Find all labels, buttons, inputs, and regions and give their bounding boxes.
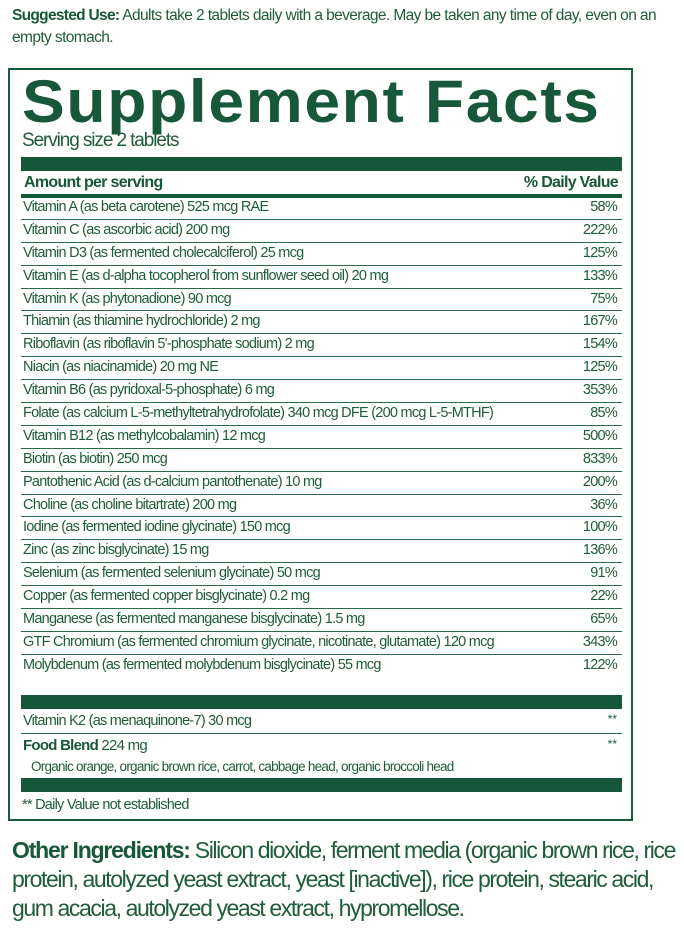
nutrient-dv: 500%: [582, 427, 617, 444]
nutrient-dv: 36%: [590, 496, 617, 513]
table-row: [21, 220, 622, 243]
amount-per-serving-header: Amount per serving: [24, 174, 163, 191]
nutrient-dv: 22%: [590, 588, 617, 605]
nutrient-name: Manganese (as fermented manganese bisglycinate) 1.5 mg: [23, 611, 365, 628]
nutrient-name: Vitamin B6 (as pyridoxal-5-phosphate) 6 mg: [23, 382, 275, 399]
nutrient-dv: 200%: [582, 473, 617, 490]
nutrient-name: Riboflavin (as riboflavin 5'-phosphate sodium) 2 mg: [23, 336, 314, 353]
nutrient-name: Selenium (as fermented selenium glycinate) 50 mcg: [23, 565, 320, 582]
thick-divider: [21, 157, 622, 171]
nutrient-name: GTF Chromium (as fermented chromium glycinate, nicotinate, glutamate) 120 mcg: [23, 633, 494, 650]
nutrient-dv: 125%: [582, 244, 617, 261]
table-row: [21, 540, 622, 563]
food-blend-ingredients: Organic orange, organic brown rice, carrot, cabbage head, organic broccoli head: [31, 759, 454, 774]
suggested-use-label: Suggested Use:: [12, 7, 120, 24]
table-row: [21, 357, 622, 380]
food-blend-row: [21, 735, 622, 779]
food-blend-title: [23, 735, 147, 757]
nutrient-name: Vitamin E (as d-alpha tocopherol from sunflower seed oil) 20 mg: [23, 267, 389, 284]
serving-size: Serving size 2 tablets: [22, 130, 179, 151]
nutrient-name: Folate (as calcium L-5-methyltetrahydrofolate) 340 mcg DFE (200 mcg L-5-MTHF): [23, 405, 494, 422]
table-row: [21, 586, 622, 609]
nutrient-dv: 343%: [582, 633, 617, 650]
nutrient-dv: 122%: [582, 656, 617, 673]
table-row: [21, 517, 622, 540]
nutrient-dv: 133%: [582, 267, 617, 284]
table-row: [21, 334, 622, 357]
nutrient-name: Vitamin C (as ascorbic acid) 200 mg: [23, 221, 230, 238]
table-row: [21, 632, 622, 655]
table-row: [21, 243, 622, 266]
nutrient-table: [21, 197, 622, 677]
daily-value-header: % Daily Value: [523, 174, 618, 191]
nutrient-dv: 85%: [590, 405, 617, 422]
food-blend-dv: **: [607, 737, 617, 751]
other-ingredients-text: Silicon dioxide, ferment media (organic brown rice, rice protein, autolyzed yeast extract, yeast [inactive]), rice protein, stearic acid, gum acacia, autolyzed yeast extract, hypromellose.: [12, 837, 675, 921]
nutrient-name: Copper (as fermented copper bisglycinate) 0.2 mg: [23, 588, 310, 605]
nutrient-name: Choline (as choline bitartrate) 200 mg: [23, 496, 237, 513]
table-row: [21, 426, 622, 449]
supplement-facts-panel: [8, 68, 633, 821]
table-header: [21, 172, 622, 194]
facts-title: Supplement Facts: [22, 68, 601, 135]
other-ingredients: [12, 836, 684, 923]
nutrient-dv: 91%: [590, 565, 617, 582]
nutrient-name: Vitamin D3 (as fermented cholecalciferol) 25 mcg: [23, 244, 304, 261]
nutrient-name: Biotin (as biotin) 250 mcg: [23, 450, 168, 467]
table-row: [21, 563, 622, 586]
nutrient-dv: 100%: [582, 519, 617, 536]
nutrient-name: Vitamin A (as beta carotene) 525 mcg RAE: [23, 199, 269, 215]
nutrient-name: Zinc (as zinc bisglycinate) 15 mg: [23, 542, 209, 559]
table-row: [21, 197, 622, 220]
nutrient-dv: 75%: [590, 290, 617, 307]
food-blend-amount: 224 mg: [101, 737, 147, 754]
table-row: [21, 311, 622, 334]
nutrient-name: Vitamin B12 (as methylcobalamin) 12 mcg: [23, 427, 266, 444]
nutrient-dv: 125%: [582, 359, 617, 376]
nutrient-dv: 353%: [582, 382, 617, 399]
table-row: [21, 403, 622, 426]
table-row: [21, 609, 622, 632]
thick-divider: [21, 695, 622, 709]
thick-divider: [21, 778, 622, 792]
table-row: [21, 495, 622, 518]
nutrient-name: Niacin (as niacinamide) 20 mg NE: [23, 359, 219, 376]
nutrient-dv: 222%: [582, 221, 617, 238]
nutrient-name: Thiamin (as thiamine hydrochloride) 2 mg: [23, 313, 260, 330]
nutrient-dv: 167%: [582, 313, 617, 330]
nutrient-name: Vitamin K2 (as menaquinone-7) 30 mcg: [23, 713, 252, 729]
table-row: [21, 655, 622, 677]
other-ingredients-label: Other Ingredients:: [12, 837, 190, 863]
table-row: [21, 449, 622, 472]
nutrient-dv: 58%: [590, 199, 617, 215]
nutrient-dv: 65%: [590, 611, 617, 628]
suggested-use: [12, 5, 672, 49]
nutrient-name: Iodine (as fermented iodine glycinate) 150 mcg: [23, 519, 290, 536]
table-row: [21, 380, 622, 403]
nutrient-dv: 833%: [582, 450, 617, 467]
table-row: [21, 289, 622, 312]
footnote: ** Daily Value not established: [22, 797, 189, 813]
nutrient-name: Pantothenic Acid (as d-calcium pantothenate) 10 mg: [23, 473, 322, 490]
food-blend-label: Food Blend: [23, 737, 98, 754]
table-row: [21, 266, 622, 289]
table-row: [21, 472, 622, 495]
nutrient-dv: 136%: [582, 542, 617, 559]
suggested-use-text: Adults take 2 tablets daily with a beverage. May be taken any time of day, even on an empty stomach.: [12, 7, 656, 46]
nutrient-dv: **: [607, 712, 617, 726]
table-row-vitamin-k2: [21, 710, 622, 734]
nutrient-name: Vitamin K (as phytonadione) 90 mcg: [23, 290, 231, 307]
nutrient-name: Molybdenum (as fermented molybdenum bisglycinate) 55 mcg: [23, 656, 381, 673]
nutrient-dv: 154%: [582, 336, 617, 353]
